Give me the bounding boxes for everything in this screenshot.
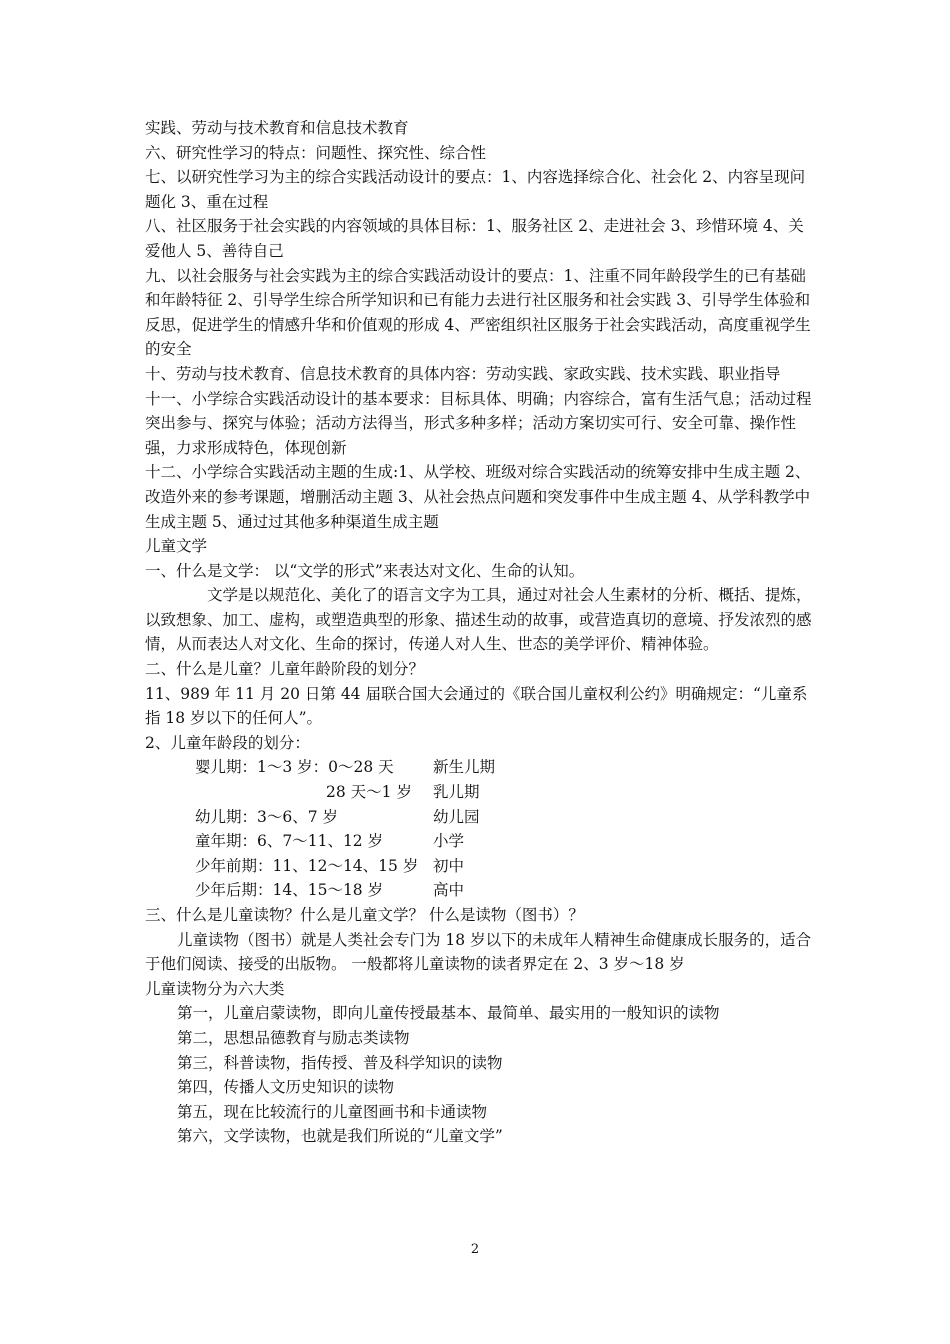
list-item: 第五，现在比较流行的儿童图画书和卡通读物: [177, 1102, 488, 1121]
page-number: 2: [470, 1242, 480, 1257]
subsection-title: 儿童读物分为六大类: [145, 979, 285, 998]
age-range: 28 天～1 岁: [326, 783, 412, 802]
paragraph: 文学是以规范化、美化了的语言文字为工具，通过对社会人生素材的分析、概括、提炼，以致想象、加工、虚构，或塑造典型的形象、描述生动的故事，或营造真切的意境、抒发浓烈的感情，从而表达人对文化、生命的探讨，传递人对人生、世态的美学评价、精神体验。: [145, 586, 812, 654]
paragraph: 九、以社会服务与社会实践为主的综合实践活动设计的要点：1、注重不同年龄段学生的已有基础和年龄特征 2、引导学生综合所学知识和已有能力去进行社区服务和社会实践 3、引导学生体验和反思，促进学生的情感升华和价值观的形成 4、严密组织社区服务于社会实践活动，高度重视学生的安全: [145, 266, 811, 359]
paragraph: 11、989 年 11 月 20 日第 44 届联合国大会通过的《联合国儿童权利公约》明确规定：“儿童系指 18 岁以下的任何人”。: [145, 684, 808, 728]
paragraph: 实践、劳动与技术教育和信息技术教育: [145, 119, 409, 137]
age-row: [170, 829, 815, 854]
age-row: [170, 878, 815, 903]
paragraph: 十二、小学综合实践活动主题的生成:1、从学校、班级对综合实践活动的统筹安排中生成主题 2、改造外来的参考课题，增删活动主题 3、从社会热点问题和突发事件中生成主题 4、从学科教学中生成主题 5、通过过其他多种渠道生成主题: [145, 463, 811, 531]
paragraph: 儿童读物（图书）就是人类社会专门为 18 岁以下的未成年人精神生命健康成长服务的，适合于他们阅读、接受的出版物。 一般都将儿童读物的读者界定在 2、3 岁～18 岁: [145, 930, 812, 974]
paragraph: 2、儿童年龄段的划分：: [145, 733, 310, 752]
document-body: [145, 116, 815, 1149]
age-row: [170, 854, 815, 879]
paragraph: 七、以研究性学习为主的综合实践活动设计的要点：1、内容选择综合化、社会化 2、内容呈现问题化 3、重在过程: [145, 168, 806, 211]
question-title: 三、什么是儿童读物？什么是儿童文学？ 什么是读物（图书）？: [145, 906, 584, 924]
list-item: 第六，文学读物，也就是我们所说的“儿童文学”: [177, 1127, 503, 1146]
age-stage-label: 幼儿期：3～6、7 岁: [195, 807, 339, 826]
age-stage-table: [145, 755, 815, 903]
age-stage-name: 初中: [433, 856, 465, 875]
list-item: 第二，思想品德教育与励志类读物: [177, 1028, 410, 1047]
age-row: [170, 805, 815, 830]
paragraph: 十、劳动与技术教育、信息技术教育的具体内容：劳动实践、家政实践、技术实践、职业指导: [145, 364, 781, 383]
question-title: 二、什么是儿童？儿童年龄阶段的划分？: [145, 660, 425, 679]
paragraph: 十一、小学综合实践活动设计的基本要求：目标具体、明确；内容综合，富有生活气息；活动过程突出参与、探究与体验；活动方法得当，形式多种多样；活动方案切实可行、安全可靠、操作性强，力求形成特色，体现创新: [145, 389, 812, 457]
age-stage-name: 乳儿期: [433, 783, 480, 802]
question-title: 一、什么是文学： 以“文学的形式”来表达对文化、生命的认知。: [145, 561, 585, 580]
age-stage-name: 小学: [433, 832, 465, 851]
list-item: 第三，科普读物，指传授、普及科学知识的读物: [177, 1053, 503, 1072]
age-row: [170, 780, 815, 805]
age-stage-label: 少年前期：11、12～14、15 岁: [195, 856, 419, 875]
age-stage-label: 少年后期：14、15～18 岁: [195, 881, 384, 900]
age-stage-name: 高中: [433, 881, 465, 900]
paragraph: 六、研究性学习的特点：问题性、探究性、综合性: [145, 143, 487, 162]
age-stage-name: 幼儿园: [433, 807, 480, 826]
list-item: 第四，传播人文历史知识的读物: [177, 1078, 395, 1097]
paragraph: 八、社区服务于社会实践的内容领域的具体目标：1、服务社区 2、走进社会 3、珍惜环境 4、关爱他人 5、善待自己: [145, 217, 804, 260]
age-stage-name: 新生儿期: [433, 758, 496, 777]
section-title: 儿童文学: [145, 537, 208, 556]
age-stage-label: 婴儿期：1～3 岁：0～28 天: [195, 758, 394, 777]
age-stage-label: 童年期：6、7～11、12 岁: [195, 832, 384, 851]
age-row: [170, 755, 815, 780]
list-item: 第一，儿童启蒙读物，即向儿童传授最基本、最简单、最实用的一般知识的读物: [177, 1004, 720, 1023]
